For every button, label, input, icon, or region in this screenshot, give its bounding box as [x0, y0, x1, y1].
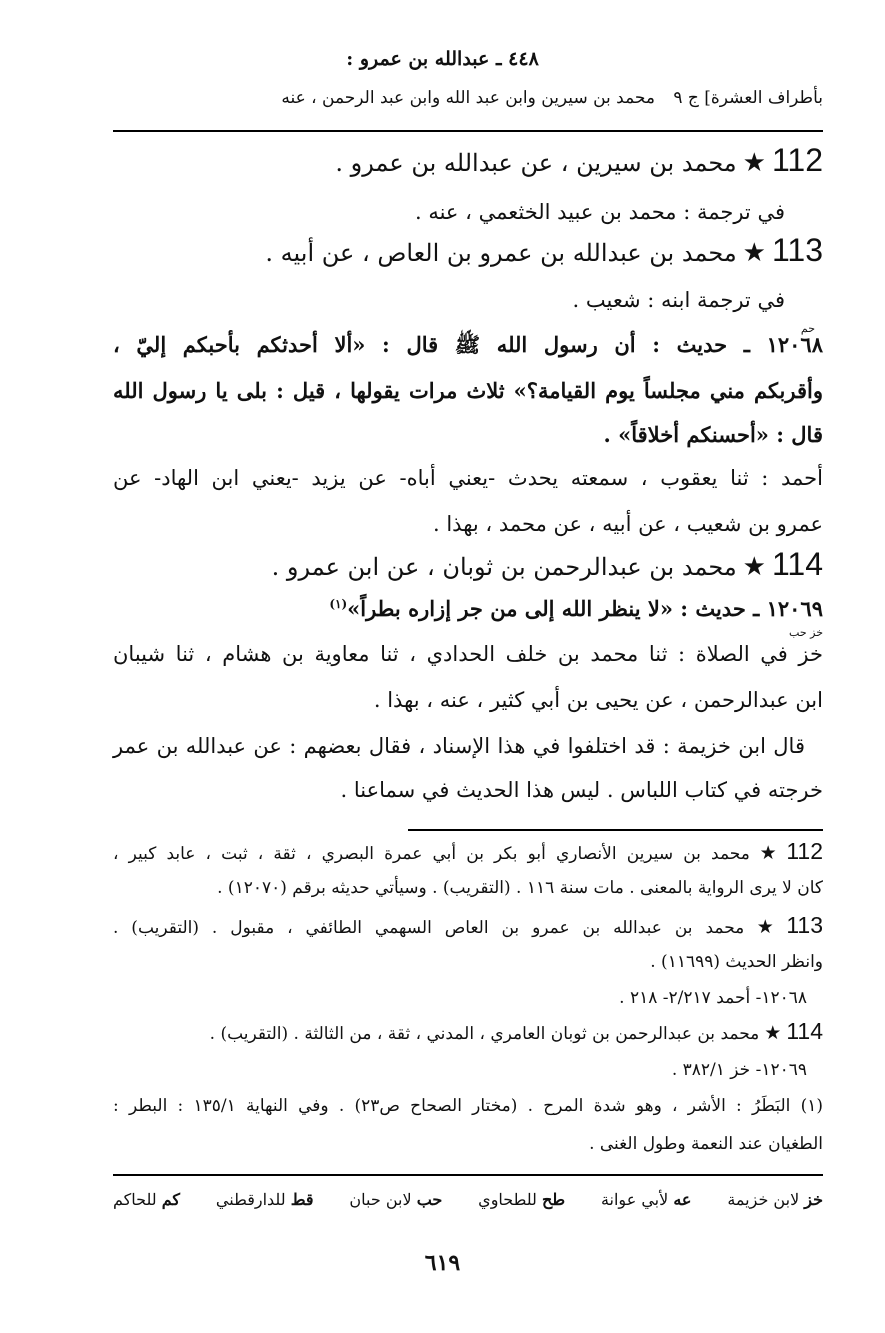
star-icon: ★ [754, 842, 782, 864]
entry-113-note: في ترجمة ابنه : شعيب . [572, 288, 785, 312]
hadith-12069-line1 [329, 596, 823, 621]
footnote-113-line1 [113, 912, 823, 939]
legend-item: حب لابن حبان [349, 1190, 443, 1209]
footnote-112-line1 [113, 838, 823, 865]
hadith-12068-mark: حم [800, 322, 815, 335]
entry-113 [265, 232, 823, 269]
star-icon: ★ [742, 552, 766, 582]
legend-item: قط للدارقطني [215, 1190, 314, 1209]
entry-number: 113 [771, 232, 823, 268]
running-header: محمد بن سيرين وابن عبد الله وابن عبد الرحمن ، عنه [281, 88, 655, 108]
abbreviation-legend [113, 1190, 823, 1209]
hadith-12069-text: ١٢٠٦٩ ـ حديث : «لا ينظر الله إلى من جر إزاره بطراً» [347, 596, 823, 621]
entry-number: 112 [771, 142, 823, 178]
hadith-12068-line1: ١٢٠٦٨ ـ حديث : أن رسول الله ﷺ قال : «ألا أحدثكم بأحبكم إليّ ، [113, 332, 823, 357]
page-title: ٤٤٨ ـ عبدالله بن عمرو : [346, 48, 539, 70]
hadith-12069-mark: خز حب [789, 626, 823, 639]
sanad-12069-line2: ابن عبدالرحمن ، عن يحيى بن أبي كثير ، عنه ، بهذا . [373, 688, 823, 712]
star-icon: ★ [742, 148, 766, 178]
hadith-12068-line3: قال : «أحسنكم أخلاقاً» . [603, 422, 823, 447]
hadith-12068-line2: وأقربكم مني مجلساً يوم القيامة؟» ثلاث مرات يقولها ، قيل : بلى يا رسول الله [113, 378, 823, 403]
footnote-1-line2: الطغيان عند النعمة وطول الغنى . [589, 1134, 823, 1154]
entry-text: محمد بن سيرين ، عن عبدالله بن عمرو . [335, 149, 737, 177]
sanad-12068-line1: أحمد : ثنا يعقوب ، سمعته يحدث -يعني أباه- عن يزيد -يعني ابن الهاد- عن [113, 466, 823, 490]
legend-item: كم للحاكم [113, 1190, 181, 1209]
legend-rule [113, 1174, 823, 1176]
footnote-rule [408, 829, 823, 831]
sanad-12069-line4: خرجته في كتاب اللباس . ليس هذا الحديث في سماعنا . [340, 778, 823, 802]
legend-item: خز لابن خزيمة [727, 1190, 823, 1209]
entry-text: محمد بن عبدالرحمن بن ثوبان ، عن ابن عمرو . [271, 553, 737, 581]
footnote-marker: (١) [329, 597, 348, 611]
footnote-text: محمد بن عبدالله بن عمرو بن العاص السهمي الطائفي ، مقبول . (التقريب) . [113, 918, 745, 938]
star-icon: ★ [742, 238, 766, 268]
book-reference: بأطراف العشرة] ج ٩ [673, 88, 823, 108]
footnote-number: 113 [786, 912, 823, 938]
sanad-12069-line3: قال ابن خزيمة : قد اختلفوا في هذا الإسناد ، فقال بعضهم : عن عبدالله بن عمر [113, 734, 805, 758]
entry-text: محمد بن عبدالله بن عمرو بن العاص ، عن أبيه . [265, 239, 737, 267]
footnote-number: 114 [786, 1018, 823, 1044]
footnote-text: محمد بن سيرين الأنصاري أبو بكر بن أبي عمرة البصري ، ثقة ، ثبت ، عابد كبير ، [113, 844, 750, 864]
footnote-text: محمد بن عبدالرحمن بن ثوبان العامري ، المدني ، ثقة ، من الثالثة . (التقريب) . [209, 1024, 760, 1044]
header-rule [113, 130, 823, 132]
footnote-number: 112 [786, 838, 823, 864]
entry-112-note: في ترجمة : محمد بن عبيد الخثعمي ، عنه . [414, 200, 785, 224]
legend-item: عه لأبي عوانة [600, 1190, 692, 1209]
entry-114 [272, 546, 823, 583]
entry-112 [335, 142, 823, 179]
footnote-112-line2: كان لا يرى الرواية بالمعنى . مات سنة ١١٦ . (التقريب) . وسيأتي حديثه برقم (١٢٠٧٠) . [217, 878, 823, 898]
entry-number: 114 [771, 546, 823, 582]
footnote-12069: ١٢٠٦٩- خز ٣٨٢/١ . [671, 1060, 807, 1080]
star-icon: ★ [764, 1022, 782, 1044]
footnote-113-line2: وانظر الحديث (١١٦٩٩) . [650, 952, 823, 972]
sanad-12068-line2: عمرو بن شعيب ، عن أبيه ، عن محمد ، بهذا . [432, 512, 823, 536]
page-number: ٦١٩ [424, 1250, 461, 1276]
footnote-12068: ١٢٠٦٨- أحمد ٢/٢١٧- ٢١٨ . [619, 988, 807, 1008]
star-icon: ★ [749, 916, 782, 938]
legend-item: طح للطحاوي [478, 1190, 566, 1209]
sanad-12069-line1: خز في الصلاة : ثنا محمد بن خلف الحدادي ، ثنا معاوية بن هشام ، ثنا شيبان [113, 642, 823, 666]
footnote-114-line1 [210, 1018, 823, 1045]
footnote-1-line1: (١) البَطَرُ : الأشر ، وهو شدة المرح . (مختار الصحاح ص٢٣) . وفي النهاية ١٣٥/١ : البطر : [113, 1096, 823, 1116]
